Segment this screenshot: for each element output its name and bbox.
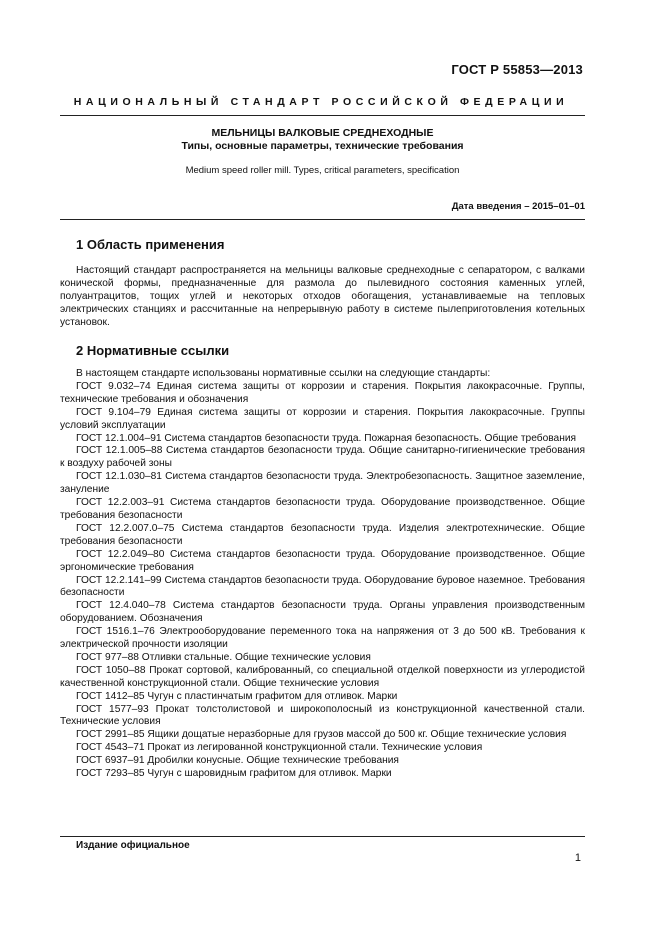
reference-item: ГОСТ 2991–85 Ящики дощатые неразборные для грузов массой до 500 кг. Общие технические условия	[76, 729, 567, 741]
header-divider	[60, 115, 585, 116]
references-intro: В настоящем стандарте использованы нормативные ссылки на следующие стандарты:	[76, 368, 491, 379]
reference-item: ГОСТ 12.2.007.0–75 Система стандартов безопасности труда. Изделия электротехнические. Общие требования безопасности	[60, 522, 585, 547]
reference-item: ГОСТ 9.104–79 Единая система защиты от коррозии и старения. Покрытия лакокрасочные. Группы условий эксплуатации	[60, 406, 585, 431]
reference-item: ГОСТ 12.2.141–99 Система стандартов безопасности труда. Оборудование буровое наземное. Требования безопасности	[60, 574, 585, 599]
reference-item: ГОСТ 1516.1–76 Электрооборудование переменного тока на напряжения от 3 до 500 кВ. Требования к электрической прочности изоляции	[60, 626, 585, 651]
date-divider	[60, 219, 585, 220]
reference-item: ГОСТ 12.1.004–91 Система стандартов безопасности труда. Пожарная безопасность. Общие требования	[76, 432, 577, 444]
introduction-date: Дата введения – 2015–01–01	[451, 201, 585, 212]
section-1-title: 1 Область применения	[76, 237, 225, 252]
english-title: Medium speed roller mill. Types, critical parameters, specification	[185, 165, 460, 176]
reference-item: ГОСТ 1412–85 Чугун с пластинчатым графитом для отливок. Марки	[76, 690, 398, 702]
reference-item: ГОСТ 1577–93 Прокат толстолистовой и широкополосный из конструкционной качественной стали. Технические условия	[60, 703, 585, 728]
section-1-text: Настоящий стандарт распространяется на мельницы валковые среднеходные с сепаратором, с валками конической формы, предназначенные для размола до пылевидного состояния каменных углей, полуантрацитов, тощих углей и некоторых отходов обогащения, устанавливаемые на тепловых электрических станциях и рассчитанные на непрерывную работу в системе пылеприготовления котельных установок.	[60, 265, 585, 328]
standard-title: МЕЛЬНИЦЫ ВАЛКОВЫЕ СРЕДНЕХОДНЫЕ	[211, 127, 434, 139]
page-number: 1	[574, 852, 581, 864]
reference-item: ГОСТ 977–88 Отливки стальные. Общие технические условия	[76, 651, 371, 663]
section-2-title: 2 Нормативные ссылки	[76, 343, 230, 358]
reference-item: ГОСТ 12.2.049–80 Система стандартов безопасности труда. Оборудование производственное. Общие эргономические требования	[60, 548, 585, 573]
normative-references-list	[60, 368, 585, 781]
reference-item: ГОСТ 1050–88 Прокат сортовой, калиброванный, со специальной отделкой поверхности из углеродистой качественной конструкционной стали. Общие технические условия	[60, 664, 585, 689]
document-number: ГОСТ Р 55853—2013	[451, 62, 583, 77]
reference-item: ГОСТ 4543–71 Прокат из легированной конструкционной стали. Технические условия	[76, 742, 483, 754]
reference-item: ГОСТ 12.2.003–91 Система стандартов безопасности труда. Оборудование производственное. Общие требования безопасности	[60, 497, 585, 521]
reference-item: ГОСТ 9.032–74 Единая система защиты от коррозии и старения. Покрытия лакокрасочные. Группы, технические требования и обозначения	[60, 380, 585, 405]
reference-item: ГОСТ 7293–85 Чугун с шаровидным графитом для отливок. Марки	[76, 768, 392, 780]
footer-divider	[60, 836, 585, 837]
standard-subtitle: Типы, основные параметры, технические требования	[181, 140, 464, 152]
reference-item: ГОСТ 12.1.005–88 Система стандартов безопасности труда. Общие санитарно-гигиенические требования к воздуху рабочей зоны	[60, 445, 585, 470]
reference-item: ГОСТ 12.1.030–81 Система стандартов безопасности труда. Электробезопасность. Защитное заземление, зануление	[60, 471, 585, 496]
national-standard-heading: НАЦИОНАЛЬНЫЙ СТАНДАРТ РОССИЙСКОЙ ФЕДЕРАЦИИ	[73, 96, 569, 108]
reference-item: ГОСТ 6937–91 Дробилки конусные. Общие технические требования	[76, 755, 399, 767]
reference-item: ГОСТ 12.4.040–78 Система стандартов безопасности труда. Органы управления производственным оборудованием. Обозначения	[60, 600, 585, 625]
edition-label: Издание официальное	[76, 840, 190, 851]
